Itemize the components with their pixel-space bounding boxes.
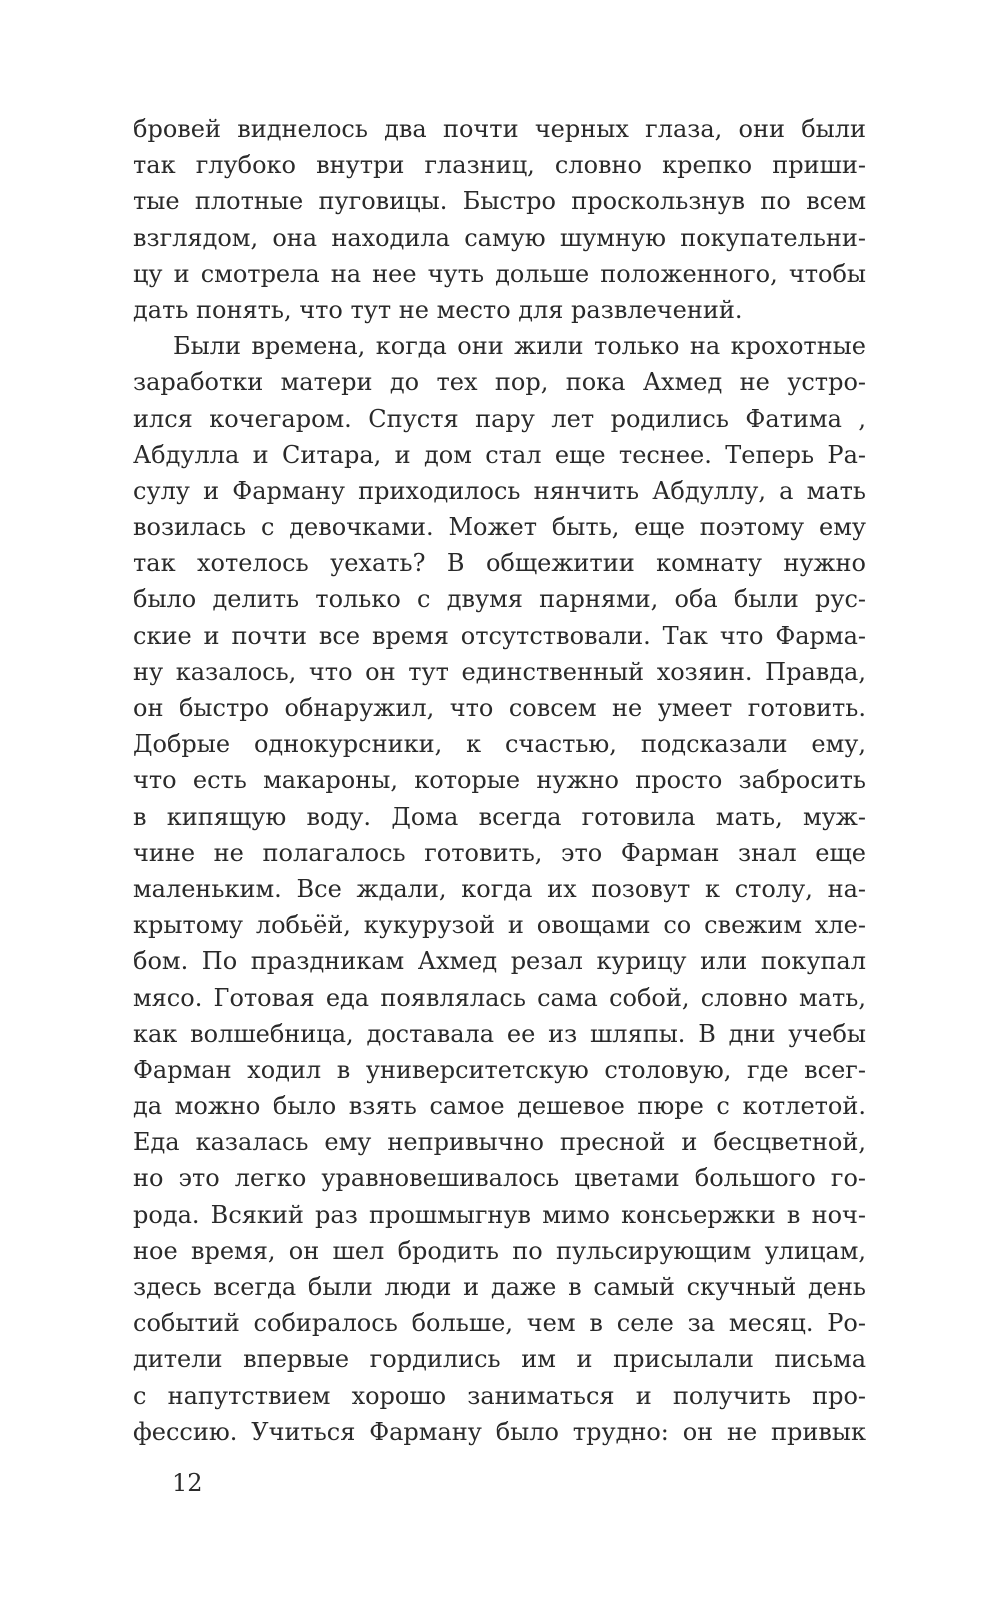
text-line: он быстро обнаружил, что совсем не умеет готовить. (133, 694, 866, 722)
text-line: крытому лобьёй, кукурузой и овощами со свежим хле- (133, 911, 866, 940)
text-line: да можно было взять самое дешевое пюре с котлетой. (133, 1092, 866, 1121)
text-line: заработки матери до тех пор, пока Ахмед не устро- (133, 368, 866, 397)
text-line: здесь всегда были люди и даже в самый скучный день (133, 1273, 866, 1301)
text-line: маленьким. Все ждали, когда их позовут к столу, на- (133, 874, 866, 903)
text-line: Фарман ходил в университетскую столовую, где всег- (133, 1055, 866, 1084)
text-line: рода. Всякий раз прошмыгнув мимо консьержки в ноч- (133, 1200, 866, 1229)
text-line: Добрые однокурсники, к счастью, подсказали ему, (133, 730, 866, 759)
text-line: мясо. Готовая еда появлялась сама собой, словно мать, (133, 983, 866, 1012)
text-line: Были времена, когда они жили только на крохотные (173, 332, 866, 361)
text-line: возилась с девочками. Может быть, еще поэтому ему (133, 513, 866, 542)
text-line: ился кочегаром. Спустя пару лет родились Фатима , (133, 404, 866, 433)
text-line: бом. По праздникам Ахмед резал курицу или покупал (133, 947, 866, 976)
text-line: бровей виднелось два почти черных глаза, они были (133, 115, 866, 143)
text-line: но это легко уравновешивалось цветами большого го- (133, 1164, 866, 1193)
text-line: как волшебница, доставала ее из шляпы. В дни учебы (133, 1019, 866, 1048)
paragraph (133, 328, 866, 1450)
text-line: что есть макароны, которые нужно просто забросить (133, 766, 866, 795)
text-line: ские и почти все время отсутствовали. Так что Фарма- (133, 621, 866, 650)
text-line: событий собиралось больше, чем в селе за месяц. Ро- (133, 1309, 866, 1338)
body-text (133, 111, 866, 1450)
text-line: было делить только с двумя парнями, оба были рус- (133, 585, 866, 614)
text-line: так хотелось уехать? В общежитии комнату нужно (133, 549, 866, 578)
text-line: тые плотные пуговицы. Быстро проскользнув по всем (133, 187, 866, 216)
text-line: Еда казалась ему непривычно пресной и бесцветной, (133, 1128, 866, 1157)
text-line: Абдулла и Ситара, и дом стал еще теснее. Теперь Ра- (133, 440, 866, 469)
text-line: фессию. Учиться Фарману было трудно: он не привык (133, 1417, 866, 1446)
text-line: в кипящую воду. Дома всегда готовила мать, муж- (133, 802, 866, 831)
text-line: чине не полагалось готовить, это Фарман знал еще (133, 838, 866, 867)
text-line: сулу и Фарману приходилось нянчить Абдуллу, а мать (133, 476, 866, 505)
text-line: дать понять, что тут не место для развлечений. (133, 295, 743, 324)
text-line: так глубоко внутри глазниц, словно крепко приши- (133, 151, 866, 180)
text-line: с напутствием хорошо заниматься и получить про- (133, 1381, 866, 1410)
text-line: дители впервые гордились им и присылали письма (133, 1345, 866, 1374)
text-line: взглядом, она находила самую шумную покупательни- (133, 223, 866, 252)
paragraph (133, 111, 866, 328)
page-number: 12 (172, 1469, 203, 1497)
text-line: ное время, он шел бродить по пульсирующим улицам, (133, 1236, 866, 1265)
text-line: цу и смотрела на нее чуть дольше положенного, чтобы (133, 259, 866, 288)
text-line: ну казалось, что он тут единственный хозяин. Правда, (133, 657, 866, 686)
